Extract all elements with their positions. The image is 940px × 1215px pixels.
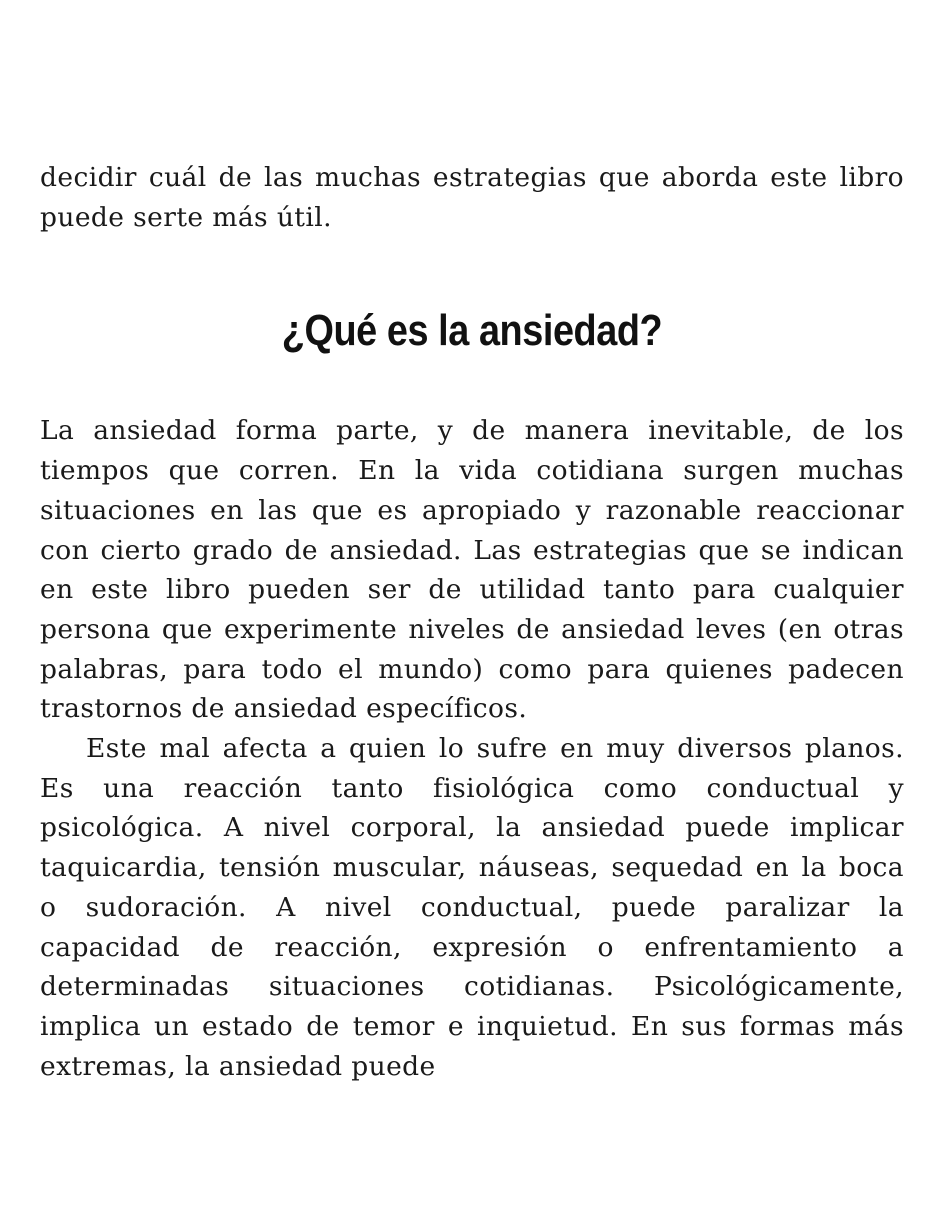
body-paragraph-1: La ansiedad forma parte, y de manera inevitable, de los tiempos que corren. En la vida cotidiana surgen muchas situaciones en las que es apropiado y razonable reaccionar con cierto grado de ansiedad. Las estrategias que se indican en este libro pueden ser de utilidad tanto para cualquier persona que experimente niveles de ansiedad leves (en otras palabras, para todo el mundo) como para quienes padecen trastornos de ansiedad específicos.	[40, 415, 904, 725]
body-paragraph-2: Este mal afecta a quien lo sufre en muy diversos planos. Es una reacción tanto fisiológica como conductual y psicológica. A nivel corporal, la ansiedad puede implicar taquicardia, tensión muscular, náuseas, sequedad en la boca o sudoración. A nivel conductual, puede paralizar la capacidad de reacción, expresión o enfrentamiento a determinadas situaciones cotidianas. Psicológicamente, implica un estado de temor e inquietud. En sus formas más extremas, la ansiedad puede	[40, 733, 904, 1082]
section-heading: ¿Qué es la ansiedad?	[281, 306, 663, 356]
lead-paragraph: decidir cuál de las muchas estrategias que aborda este libro puede serte más útil.	[40, 162, 904, 233]
book-page	[40, 158, 904, 1086]
